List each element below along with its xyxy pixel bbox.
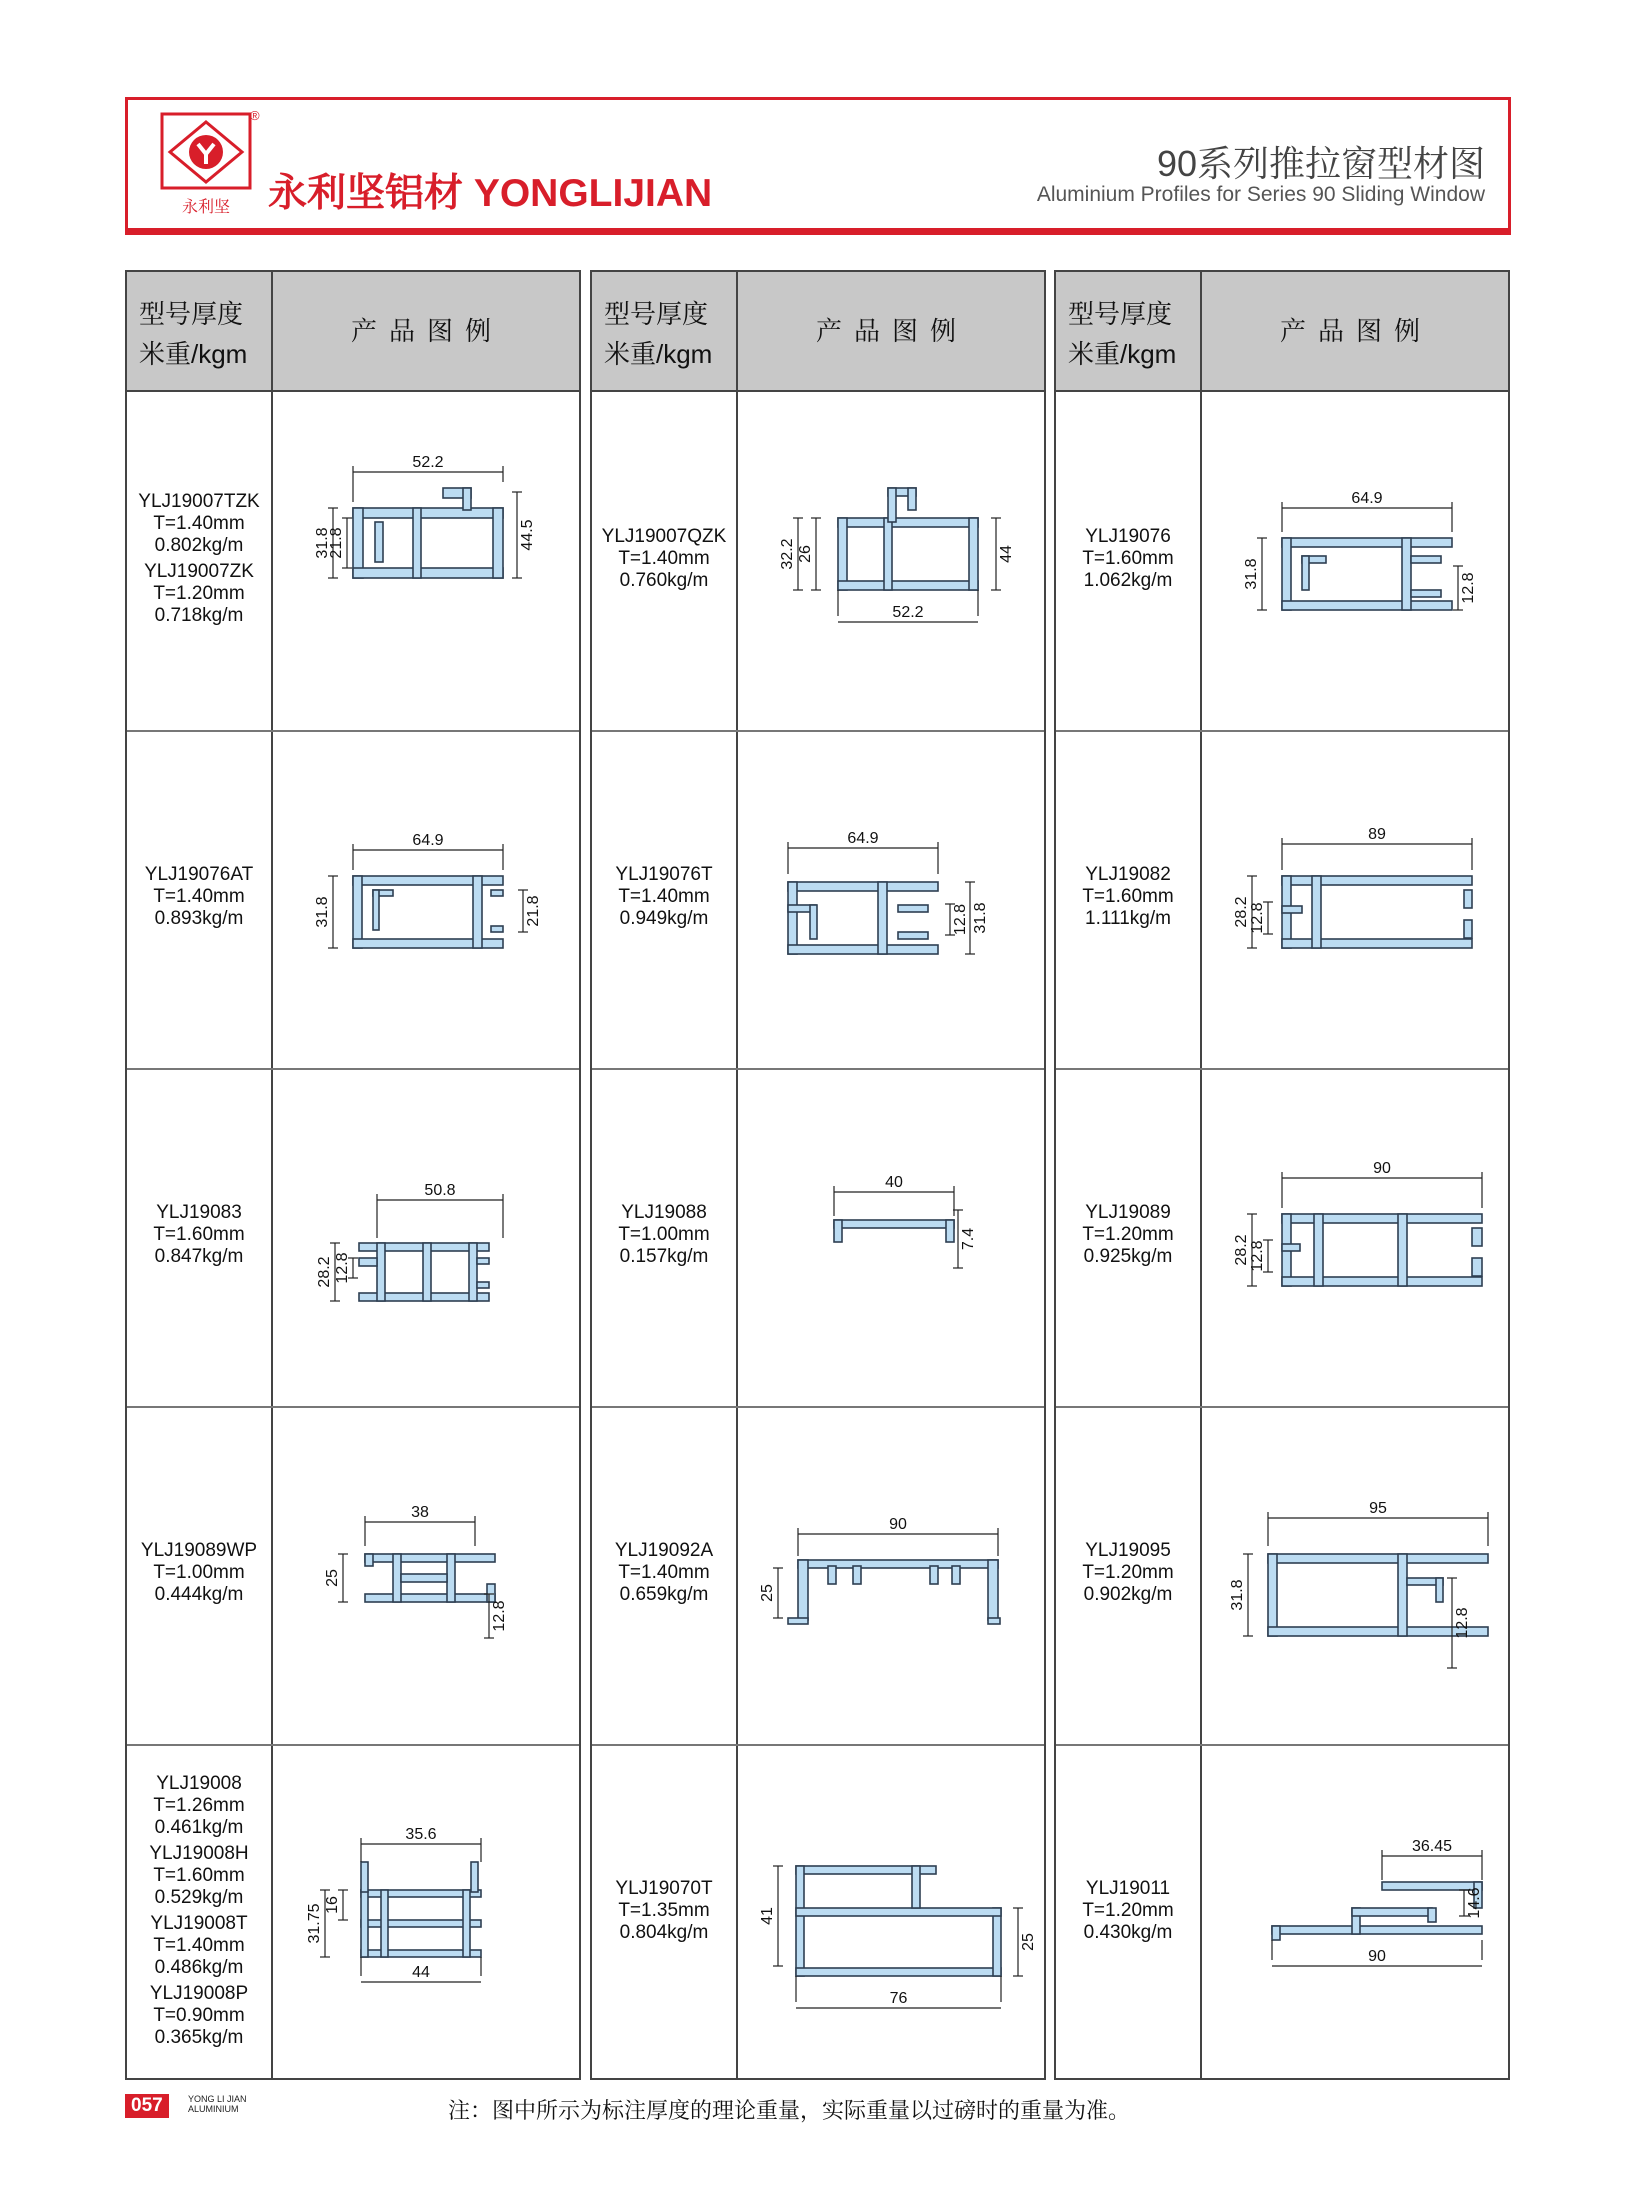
weight-per-meter: 0.893kg/m: [154, 908, 244, 929]
dimension-label: 26: [797, 545, 814, 563]
profile-spec: [127, 1202, 271, 1272]
weight-per-meter: 0.461kg/m: [154, 1817, 244, 1838]
weight-per-meter: 0.949kg/m: [619, 908, 709, 929]
profile-spec: [127, 491, 271, 631]
dimension-label: 12.8: [1454, 1607, 1471, 1639]
header-product-illustration: 产品图例: [815, 316, 968, 346]
profile-cross-section-icon: [738, 1744, 1046, 2080]
profile-table-2: [590, 270, 1046, 2080]
model-number: YLJ19076: [1085, 526, 1171, 547]
model-number: YLJ19008P: [149, 1983, 249, 2004]
brand-name: 永利坚铝材 YONGLIJIAN: [268, 172, 713, 215]
profile-spec: [1056, 1540, 1200, 1610]
dimension-label: 12.8: [952, 903, 969, 936]
footnote: 注：图中所示为标注厚度的理论重量，实际重量以过磅时的重量为准。: [448, 2098, 1131, 2123]
thickness: T=1.60mm: [1082, 548, 1174, 569]
dimension-label: 31.8: [314, 527, 331, 559]
profile-spec: [592, 864, 736, 934]
spec-group: [592, 1540, 736, 1606]
header-model-line2: 米重/kgm: [604, 339, 713, 369]
spec-group: [127, 864, 271, 930]
thickness: T=1.40mm: [153, 1935, 245, 1956]
spec-group: [127, 491, 271, 557]
dimension-label: 41: [759, 1907, 776, 1925]
profile-cross-section-icon: [738, 730, 1046, 1066]
model-number: YLJ19007QZK: [601, 526, 727, 547]
dimension-label: 12.8: [1249, 1240, 1266, 1272]
weight-per-meter: 1.062kg/m: [1083, 570, 1173, 591]
profile-spec: [127, 864, 271, 934]
weight-per-meter: 0.365kg/m: [154, 2027, 244, 2048]
model-number: YLJ19008H: [149, 1843, 249, 1864]
model-number: YLJ19088: [621, 1202, 707, 1223]
thickness: T=1.40mm: [618, 1562, 710, 1583]
dimension-label: 14.6: [1466, 1887, 1483, 1919]
profile-drawing: [738, 1406, 1046, 1742]
thickness: T=1.40mm: [153, 513, 245, 534]
profile-cross-section-icon: [273, 392, 581, 728]
profile-drawing: [1202, 392, 1510, 728]
model-number: YLJ19008: [156, 1773, 242, 1794]
profile-cross-section-icon: [273, 1744, 581, 2080]
spec-group: [127, 1202, 271, 1268]
profile-cross-section-icon: [738, 1406, 1046, 1742]
thickness: T=1.20mm: [1082, 1224, 1174, 1245]
spec-group: [592, 864, 736, 930]
profile-spec: [1056, 1878, 1200, 1948]
thickness: T=1.20mm: [153, 583, 245, 604]
dimension-label: 7.4: [960, 1227, 977, 1251]
profile-drawing: [1202, 1068, 1510, 1404]
profile-drawing: [273, 1068, 581, 1404]
thickness: T=0.90mm: [153, 2005, 245, 2026]
profile-drawing: [1202, 1406, 1510, 1742]
page-sub-line1: YONG LI JIAN: [188, 2094, 247, 2104]
weight-per-meter: 0.444kg/m: [154, 1584, 244, 1605]
thickness: T=1.26mm: [153, 1795, 245, 1816]
profile-drawing: [273, 1744, 581, 2080]
profile-cross-section-icon: [273, 1406, 581, 1742]
header-model-weight: [139, 294, 247, 374]
spec-group: [127, 1983, 271, 2049]
profile-drawing: [1202, 730, 1510, 1066]
profile-drawing: [738, 1744, 1046, 2080]
page-title-en: Aluminium Profiles for Series 90 Sliding Window: [1036, 183, 1485, 206]
spec-group: [1056, 526, 1200, 592]
profile-table-3: [1054, 270, 1510, 2080]
thickness: T=1.60mm: [153, 1865, 245, 1886]
model-number: YLJ19083: [156, 1202, 242, 1223]
weight-per-meter: 0.847kg/m: [154, 1246, 244, 1267]
dimension-label: 16: [324, 1896, 341, 1914]
thickness: T=1.40mm: [618, 548, 710, 569]
dimension-label: 44.5: [519, 519, 536, 551]
dimension-label: 12.8: [1460, 572, 1477, 604]
weight-per-meter: 0.802kg/m: [154, 535, 244, 556]
profile-cross-section-icon: [273, 1068, 581, 1404]
profile-table-1: [125, 270, 581, 2080]
dimension-label: 90: [1373, 1160, 1391, 1177]
model-number: YLJ19089: [1085, 1202, 1171, 1223]
weight-per-meter: 0.902kg/m: [1083, 1584, 1173, 1605]
model-number: YLJ19011: [1085, 1878, 1171, 1899]
header-model-line1: 型号厚度: [604, 299, 709, 329]
dimension-label: 64.9: [412, 832, 444, 849]
dimension-label: 76: [889, 1990, 908, 2007]
page-sub-line2: ALUMINIUM: [188, 2104, 239, 2114]
thickness: T=1.00mm: [618, 1224, 710, 1245]
dimension-label: 31.8: [972, 902, 989, 934]
weight-per-meter: 0.804kg/m: [619, 1922, 709, 1943]
thickness: T=1.40mm: [153, 886, 245, 907]
thickness: T=1.35mm: [618, 1900, 710, 1921]
dimension-label: 21.8: [525, 895, 542, 927]
dimension-label: 31.75: [306, 1903, 323, 1944]
weight-per-meter: 0.529kg/m: [154, 1887, 244, 1908]
dimension-label: 38: [411, 1504, 429, 1521]
spec-group: [1056, 1878, 1200, 1944]
weight-per-meter: 0.760kg/m: [619, 570, 709, 591]
profile-drawing: [738, 392, 1046, 728]
page-number-sub: [188, 2094, 247, 2114]
model-number: YLJ19095: [1085, 1540, 1171, 1561]
spec-group: [127, 1773, 271, 1839]
thickness: T=1.40mm: [618, 886, 710, 907]
header-product-illustration: 产品图例: [350, 316, 503, 346]
model-number: YLJ19076T: [615, 864, 713, 885]
dimension-label: 21.8: [328, 527, 345, 559]
profile-cross-section-icon: [1202, 1406, 1510, 1742]
dimension-label: 90: [889, 1516, 907, 1533]
profile-spec: [592, 1202, 736, 1272]
header-model-line1: 型号厚度: [1068, 299, 1173, 329]
dimension-label: 36.45: [1411, 1838, 1453, 1855]
profile-drawing: [738, 1068, 1046, 1404]
header-model-weight: [604, 294, 712, 374]
weight-per-meter: 0.718kg/m: [154, 605, 244, 626]
profile-cross-section-icon: [1202, 392, 1510, 728]
spec-group: [1056, 1540, 1200, 1606]
thickness: T=1.60mm: [153, 1224, 245, 1245]
dimension-label: 64.9: [1351, 490, 1383, 507]
header-model-line1: 型号厚度: [139, 299, 244, 329]
spec-group: [127, 1913, 271, 1979]
thickness: T=1.60mm: [1082, 886, 1174, 907]
model-number: YLJ19092A: [614, 1540, 714, 1561]
spec-group: [592, 1202, 736, 1268]
model-number: YLJ19082: [1085, 864, 1171, 885]
spec-group: [592, 1878, 736, 1944]
dimension-label: 44: [998, 545, 1015, 563]
header-bottom-bar: [125, 228, 1511, 235]
dimension-label: 40: [885, 1174, 903, 1191]
dimension-label: 25: [1020, 1933, 1037, 1951]
profile-spec: [592, 526, 736, 596]
dimension-label: 90: [1368, 1948, 1386, 1965]
spec-group: [1056, 864, 1200, 930]
model-number: YLJ19076AT: [144, 864, 254, 885]
logo-text: 永利坚: [181, 197, 231, 216]
profile-cross-section-icon: [738, 1068, 1046, 1404]
dimension-label: 31.8: [314, 896, 331, 928]
model-number: YLJ19007ZK: [144, 561, 254, 582]
registered-mark: ®: [250, 108, 260, 123]
dimension-label: 52.2: [412, 454, 444, 471]
profile-spec: [1056, 864, 1200, 934]
dimension-label: 12.8: [1249, 902, 1266, 934]
yonglijian-logo-icon: [160, 112, 252, 220]
profile-cross-section-icon: [738, 392, 1046, 728]
profile-cross-section-icon: [273, 730, 581, 1066]
dimension-label: 95: [1369, 1500, 1387, 1517]
profile-spec: [127, 1540, 271, 1610]
weight-per-meter: 0.157kg/m: [619, 1246, 709, 1267]
weight-per-meter: 0.430kg/m: [1083, 1922, 1173, 1943]
weight-per-meter: 0.486kg/m: [154, 1957, 244, 1978]
dimension-label: 52.2: [892, 604, 924, 621]
dimension-label: 31.8: [1229, 1579, 1246, 1611]
profile-drawing: [1202, 1744, 1510, 2080]
header-model-line2: 米重/kgm: [139, 339, 248, 369]
dimension-label: 28.2: [1233, 1234, 1250, 1266]
thickness: T=1.20mm: [1082, 1900, 1174, 1921]
spec-group: [127, 1540, 271, 1606]
spec-group: [592, 526, 736, 592]
profile-spec: [592, 1878, 736, 1948]
dimension-label: 25: [324, 1569, 341, 1587]
page-title-cn: 90系列推拉窗型材图: [1156, 143, 1485, 184]
dimension-label: 12.8: [491, 1600, 508, 1632]
spec-group: [1056, 1202, 1200, 1268]
header-model-weight: [1068, 294, 1176, 374]
table-header: [592, 272, 1044, 392]
table-header: [127, 272, 579, 392]
dimension-label: 31.8: [1243, 558, 1260, 590]
spec-group: [127, 1843, 271, 1909]
profile-spec: [1056, 526, 1200, 596]
page-number: 057: [125, 2094, 169, 2118]
dimension-label: 32.2: [779, 538, 796, 570]
header-model-line2: 米重/kgm: [1068, 339, 1177, 369]
profile-cross-section-icon: [1202, 1068, 1510, 1404]
profile-drawing: [273, 730, 581, 1066]
profile-drawing: [273, 1406, 581, 1742]
dimension-label: 64.9: [847, 830, 879, 847]
dimension-label: 44: [412, 1964, 430, 1981]
spec-group: [127, 561, 271, 627]
table-header: [1056, 272, 1508, 392]
profile-spec: [1056, 1202, 1200, 1272]
dimension-label: 25: [759, 1584, 776, 1602]
dimension-label: 28.2: [1233, 896, 1250, 928]
profile-drawing: [738, 730, 1046, 1066]
profile-drawing: [273, 392, 581, 728]
weight-per-meter: 0.925kg/m: [1083, 1246, 1173, 1267]
thickness: T=1.20mm: [1082, 1562, 1174, 1583]
weight-per-meter: 1.111kg/m: [1085, 908, 1171, 929]
dimension-label: 89: [1368, 826, 1386, 843]
dimension-label: 12.8: [334, 1252, 351, 1284]
thickness: T=1.00mm: [153, 1562, 245, 1583]
profile-spec: [592, 1540, 736, 1610]
profile-cross-section-icon: [1202, 730, 1510, 1066]
profile-cross-section-icon: [1202, 1744, 1510, 2080]
model-number: YLJ19089WP: [140, 1540, 258, 1561]
profile-spec: [127, 1773, 271, 2053]
dimension-label: 50.8: [424, 1182, 456, 1199]
model-number: YLJ19008T: [150, 1913, 248, 1934]
model-number: YLJ19007TZK: [138, 491, 260, 512]
weight-per-meter: 0.659kg/m: [619, 1584, 709, 1605]
model-number: YLJ19070T: [615, 1878, 713, 1899]
header-product-illustration: 产品图例: [1279, 316, 1432, 346]
dimension-label: 28.2: [316, 1256, 333, 1288]
dimension-label: 35.6: [405, 1826, 437, 1843]
